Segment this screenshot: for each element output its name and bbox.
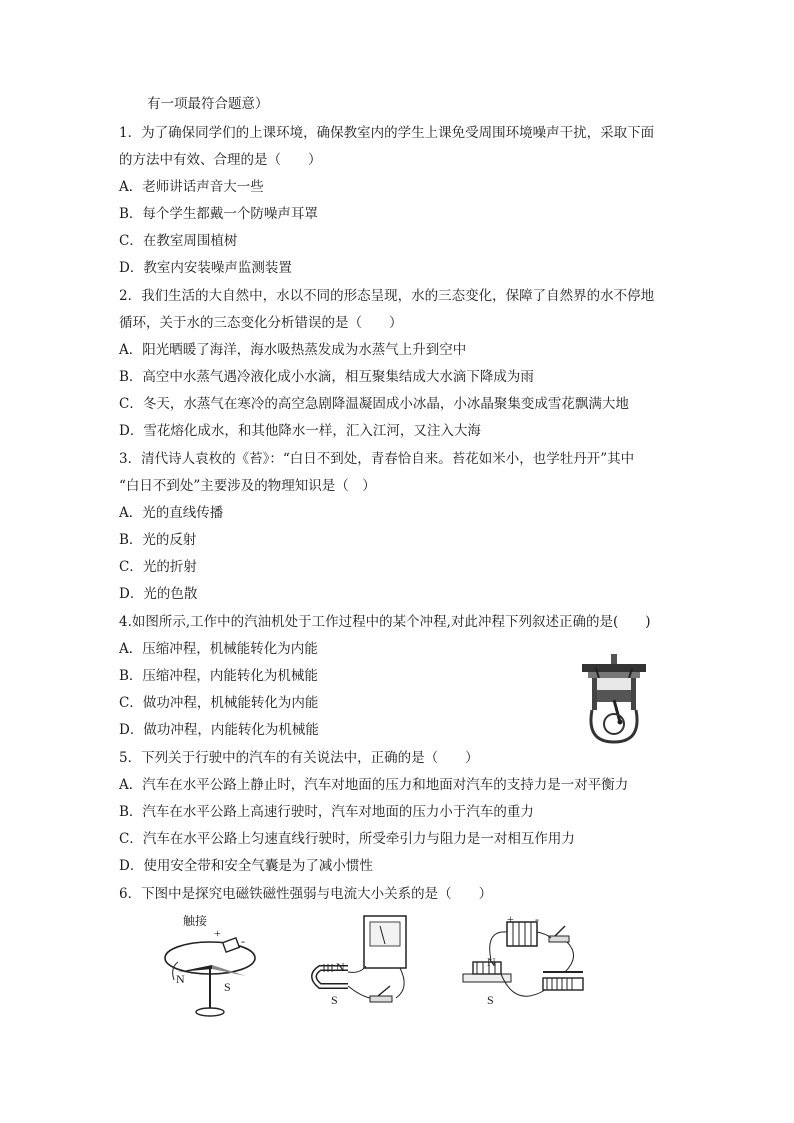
q5-option-a: A．汽车在水平公路上静止时，汽车对地面的压力和地面对汽车的支持力是一对平衡力	[119, 777, 629, 793]
header-note: 有一项最符合题意）	[147, 96, 269, 112]
fig1-n-label: N	[176, 972, 185, 986]
q1-option-d: D．教室内安装噪声监测装置	[119, 260, 292, 276]
q2-stem-line-2: 循环，关于水的三态变化分析错误的是（ ）	[119, 315, 403, 331]
q5-option-d: D．使用安全带和安全气囊是为了减小惯性	[119, 858, 373, 874]
q1-option-b: B．每个学生都戴一个防噪声耳罩	[119, 206, 318, 222]
engine-figure	[578, 654, 650, 744]
q5-stem-line-1: 5．下列关于行驶中的汽车的有关说法中，正确的是（ ）	[119, 750, 479, 766]
fig1-minus-label: -	[241, 934, 245, 948]
q2-option-c: C．冬天，水蒸气在寒冷的高空急剧降温凝固成小冰晶，小冰晶聚集变成雪花飘满大地	[119, 396, 629, 412]
q3-option-a: A．光的直线传播	[119, 505, 224, 521]
q3-option-b: B．光的反射	[119, 532, 197, 548]
q4-option-b: B．压缩冲程，内能转化为机械能	[119, 668, 318, 684]
q3-stem-line-1: 3．清代诗人袁枚的《苔》：“白日不到处，青春恰自来。苔花如米小，也学牡丹开”其中	[119, 451, 635, 467]
q3-stem-line-2: “白日不到处”主要涉及的物理知识是（ ）	[119, 478, 376, 494]
fig2-n-label: N	[336, 960, 345, 974]
fig1-touch-label: 触接	[183, 914, 208, 928]
fig1-plus-label: +	[214, 926, 221, 940]
q5-option-b: B．汽车在水平公路上高速行驶时，汽车对地面的压力小于汽车的重力	[119, 804, 534, 820]
q2-stem-line-1: 2．我们生活的大自然中，水以不同的形态呈现，水的三态变化，保障了自然界的水不停地	[119, 288, 655, 304]
q5-option-c: C．汽车在水平公路上匀速直线行驶时，所受牵引力与阻力是一对相互作用力	[119, 831, 575, 847]
q4-option-d: D．做功冲程，内能转化为机械能	[119, 722, 319, 738]
fig3-n-label: N	[487, 955, 496, 969]
fig3-plus-label: +	[507, 912, 514, 926]
fig2-s-label: S	[331, 993, 338, 1007]
figure-electromagnet-rheostat	[455, 912, 590, 1012]
q2-option-d: D．雪花熔化成水，和其他降水一样，汇入江河，又注入大海	[119, 423, 481, 439]
fig3-minus-label: -	[535, 912, 539, 926]
fig1-s-label: S	[224, 980, 231, 994]
fig3-s-label: S	[487, 993, 494, 1007]
figure-electromagnet-ammeter	[300, 912, 430, 1012]
q1-stem-line-1: 1．为了确保同学们的上课环境，确保教室内的学生上课免受周围环境噪声干扰，采取下面	[119, 125, 655, 141]
q6-stem-line-1: 6．下图中是探究电磁铁磁性强弱与电流大小关系的是（ ）	[119, 886, 493, 902]
q2-option-a: A．阳光晒暖了海洋，海水吸热蒸发成为水蒸气上升到空中	[119, 342, 467, 358]
q1-stem-line-2: 的方法中有效、合理的是（ ）	[119, 152, 322, 168]
q4-option-a: A．压缩冲程，机械能转化为内能	[119, 641, 318, 657]
q2-option-b: B．高空中水蒸气遇冷液化成小水滴，相互聚集结成大水滴下降成为雨	[119, 369, 534, 385]
q4-stem-line-1: 4.如图所示,工作中的汽油机处于工作过程中的某个冲程,对此冲程下列叙述正确的是( )	[119, 614, 651, 630]
q3-option-d: D．光的色散	[119, 586, 198, 602]
q1-option-c: C．在教室周围植树	[119, 233, 238, 249]
q1-option-a: A．老师讲话声音大一些	[119, 179, 264, 195]
q4-option-c: C．做功冲程，机械能转化为内能	[119, 695, 319, 711]
q3-option-c: C．光的折射	[119, 559, 197, 575]
